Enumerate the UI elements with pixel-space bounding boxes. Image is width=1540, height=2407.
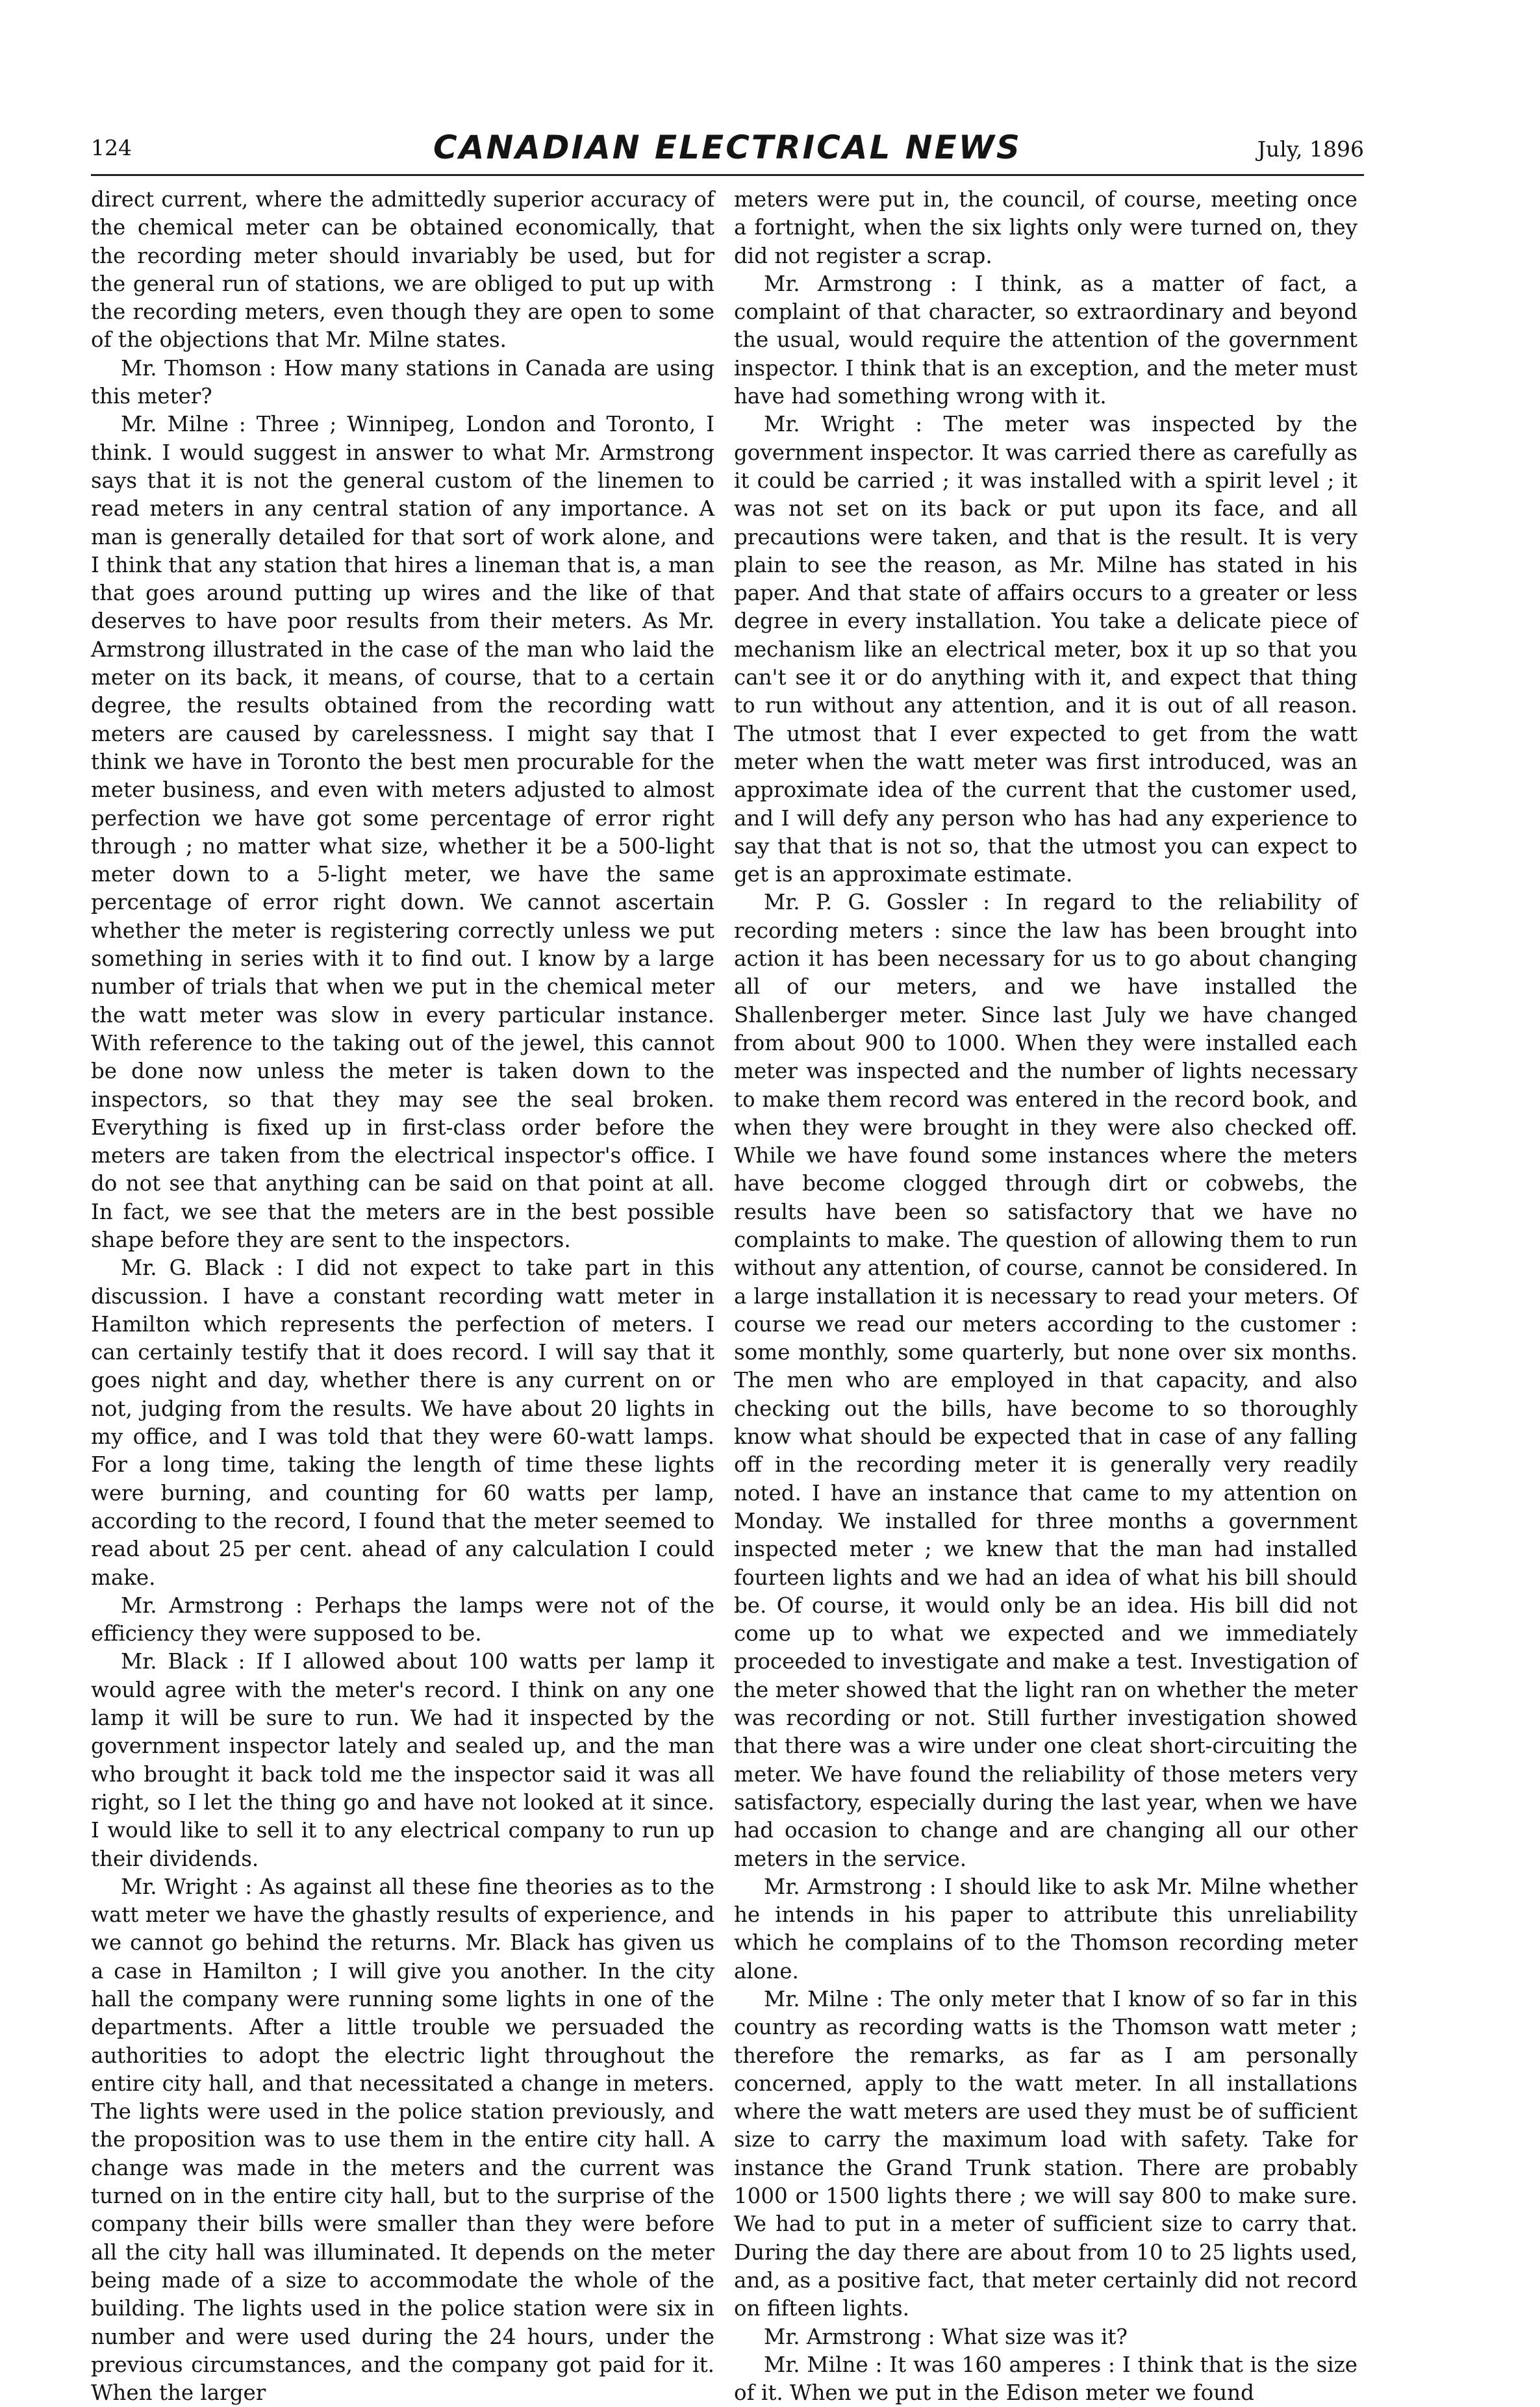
paragraph: Mr. Wright : The meter was inspected by the government inspector. It was carried there as carefully as it could be carried ; it was installed with a spirit level ; it was not set on its back or put upon its face, and all precautions were taken, and that is the result. It is very plain to see the reason, as Mr. Milne has stated in his paper. And that state of affairs occurs to a greater or less degree in every installation. You take a delicate piece of mechanism like an electrical meter, box it up so that you can't see it or do anything with it, and expect that thing to run without any attention, and it is out of all reason. The utmost that I ever expected to get from the watt meter when the watt meter was first introduced, was an approximate idea of the current that the customer used, and I will defy any person who has had any experience to say that that is not so, that the utmost you can expect to get is an approximate estimate. bbox=[734, 412, 1357, 887]
paragraph: Mr. Armstrong : Perhaps the lamps were not of the efficiency they were supposed to be. bbox=[91, 1593, 714, 1646]
paragraph: Mr. G. Black : I did not expect to take part in this discussion. I have a constant recording watt meter in Hamilton which represents the perfection of meters. I can certainly testify that it does record. I will say that it goes night and day, whether there is any current on or not, judging from the results. We have about 20 lights in my office, and I was told that they were 60-watt lamps. For a long time, taking the length of time these lights were burning, and counting for 60 watts per lamp, according to the record, I found that the meter seemed to read about 25 per cent. ahead of any calculation I could make. bbox=[91, 1255, 714, 1590]
page-number: 124 bbox=[91, 135, 132, 160]
paragraph: direct current, where the admittedly superior accuracy of the chemical meter can be obtained economically, that the recording meter should invariably be used, but for the general run of stations, we are obliged to put up with the recording meters, even though they are open to some of the objections that Mr. Milne states. bbox=[91, 187, 714, 353]
paragraph: Mr. P. G. Gossler : In regard to the reliability of recording meters : since the law has been brought into action it has been necessary for us to go about changing all of our meters, and we have installed the Shallenberger meter. Since last July we have changed from about 900 to 1000. When they were installed each meter was inspected and the number of lights necessary to make them record was entered in the record book, and when they were brought in they were also checked off. While we have found some instances where the meters have become clogged through dirt or cobwebs, the results have been so satisfactory that we have no complaints to make. The question of allowing them to run without any attention, of course, cannot be considered. In a large installation it is necessary to read your meters. Of course we read our meters according to the customer : some monthly, some quarterly, but none over six months. The men who are employed in that capacity, and also checking out the bills, have become to so thoroughly know what should be expected that in case of any falling off in the recording meter it is generally very readily noted. I have an instance that came to my attention on Monday. We installed for three months a government inspected meter ; we knew that the man had installed fourteen lights and we had an idea of what his bill should be. Of course, it would only be an idea. His bill did not come up to what we expected and we immediately proceeded to investigate and make a test. Investigation of the meter showed that the light ran on whether the meter was recording or not. Still further investigation showed that there was a wire under one cleat short-circuiting the meter. We have found the reliability of those meters very satisfactory, especially during the last year, when we have had occasion to change and are changing all our other meters in the service. bbox=[734, 890, 1357, 1871]
left-column bbox=[91, 186, 714, 2406]
right-column bbox=[734, 186, 1357, 2406]
paragraph: Mr. Armstrong : What size was it? bbox=[764, 2324, 1128, 2349]
paragraph: Mr. Wright : As against all these fine theories as to the watt meter we have the ghastly results of experience, and we cannot go behind the returns. Mr. Black has given us a case in Hamilton ; I will give you another. In the city hall the company were running some lights in one of the departments. After a little trouble we persuaded the authorities to adopt the electric light throughout the entire city hall, and that necessitated a change in meters. The lights were used in the police station previously, and the proposition was to use them in the entire city hall. A change was made in the meters and the current was turned on in the entire city hall, but to the surprise of the company their bills were smaller than they were before all the city hall was illuminated. It depends on the meter being made of a size to accommodate the whole of the building. The lights used in the police station were six in number and were used during the 24 hours, under the previous circumstances, and the company got paid for it. When the larger bbox=[91, 1874, 714, 2406]
paragraph: Mr. Armstrong : I think, as a matter of fact, a complaint of that character, so extraordinary and beyond the usual, would require the attention of the government inspector. I think that is an exception, and the meter must have had something wrong with it. bbox=[734, 271, 1357, 409]
paragraph: Mr. Milne : The only meter that I know of so far in this country as recording watts is the Thomson watt meter ; therefore the remarks, as far as I am personally concerned, apply to the watt meter. In all installations where the watt meters are used they must be of sufficient size to carry the maximum load with safety. Take for instance the Grand Trunk station. There are probably 1000 or 1500 lights there ; we will say 800 to make sure. We had to put in a meter of sufficient size to carry that. During the day there are about from 10 to 25 lights used, and, as a positive fact, that meter certainly did not record on fifteen lights. bbox=[734, 1987, 1357, 2321]
paragraph: Mr. Milne : Three ; Winnipeg, London and Toronto, I think. I would suggest in answer to what Mr. Armstrong says that it is not the general custom of the linemen to read meters in any central station of any importance. A man is generally detailed for that sort of work alone, and I think that any station that hires a lineman that is, a man that goes around putting up wires and the like of that deserves to have poor results from their meters. As Mr. Armstrong illustrated in the case of the man who laid the meter on its back, it means, of course, that to a certain degree, the results obtained from the recording watt meters are caused by carelessness. I might say that I think we have in Toronto the best men procurable for the meter business, and even with meters adjusted to almost perfection we have got some percentage of error right through ; no matter what size, whether it be a 500-light meter down to a 5-light meter, we have the same percentage of error right down. We cannot ascertain whether the meter is registering correctly unless we put something in series with it to find out. I know by a large number of trials that when we put in the chemical meter the watt meter was slow in every particular instance. With reference to the taking out of the jewel, this cannot be done now unless the meter is taken down to the inspectors, so that they may see the seal broken. Everything is fixed up in first-class order before the meters are taken from the electrical inspector's office. I do not see that anything can be said on that point at all. In fact, we see that the meters are in the best possible shape before they are sent to the inspectors. bbox=[91, 412, 714, 1252]
paragraph: meters were put in, the council, of course, meeting once a fortnight, when the six lights only were turned on, they did not register a scrap. bbox=[734, 187, 1357, 268]
masthead-title: CANADIAN ELECTRICAL NEWS bbox=[433, 129, 1022, 166]
paragraph: Mr. Armstrong : I should like to ask Mr. Milne whether he intends in his paper to attribute this unreliability which he complains of to the Thomson recording meter alone. bbox=[734, 1874, 1357, 1984]
paragraph: Mr. Milne : It was 160 amperes : I think that is the size of it. When we put in the Edison meter we found bbox=[734, 2352, 1357, 2406]
issue-date: July, 1896 bbox=[1257, 136, 1364, 162]
paragraph: Mr. Thomson : How many stations in Canada are using this meter? bbox=[91, 355, 714, 409]
page-header bbox=[91, 129, 1364, 174]
header-rule bbox=[91, 174, 1364, 176]
paragraph: Mr. Black : If I allowed about 100 watts per lamp it would agree with the meter's record. I think on any one lamp it will be sure to run. We had it inspected by the government inspector lately and sealed up, and the man who brought it back told me the inspector said it was all right, so I let the thing go and have not looked at it since. I would like to sell it to any electrical company to run up their dividends. bbox=[91, 1649, 714, 1871]
